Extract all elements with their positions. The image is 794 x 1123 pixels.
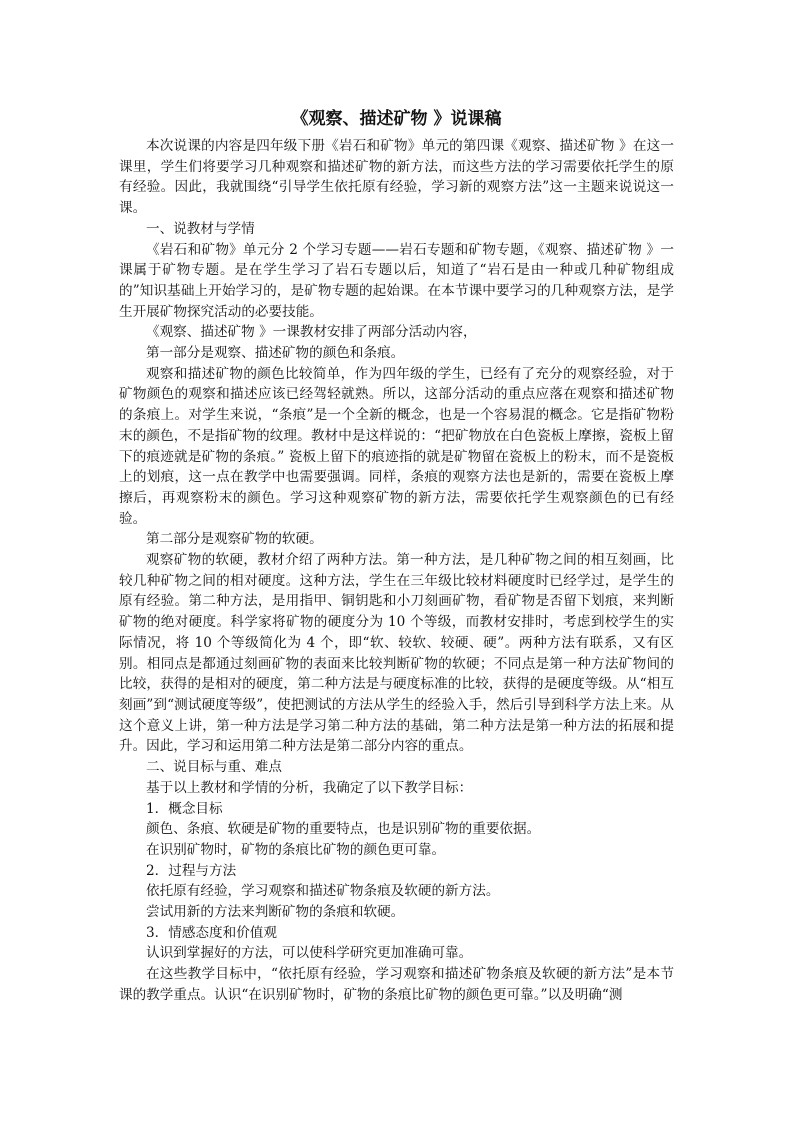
paragraph-part-two: 第二部分是观察矿物的软硬。 [146,531,323,548]
heading-goal-1: 1．概念目标 [146,800,223,817]
paragraph-color-streak: 观察和描述矿物的颜色比较简单，作为四年级的学生，已经有了充分的观察经验，对于矿物颜色的观察和描述应该已经驾轻就熟。所以，这部分活动的重点应落在观察和描述矿物的条痕上。对学生来说，“条痕”是一个全新的概念，也是一个容易混的概念。它是指矿物粉末的颜色，不是指矿物的纹理。教材中是这样说的：“把矿物放在白色瓷板上摩擦，瓷板上留下的痕迹就是矿物的条痕。” 瓷板上留下的痕迹指的就是矿物留在瓷板上的粉末，而不是瓷板上的划痕，这一点在教学中也需要强调。同样，条痕的观察方法也是新的，需要在瓷板上摩擦后，再观察粉末的颜色。学习这种观察矿物的新方法，需要依托学生观察颜色的已有经验。 [119,365,674,527]
heading-goal-2: 2．过程与方法 [146,862,237,879]
paragraph-goal-1b: 在识别矿物时，矿物的条痕比矿物的颜色更可靠。 [146,841,446,858]
paragraph-goal-2b: 尝试用新的方法来判断矿物的条痕和软硬。 [146,904,405,921]
heading-goal-3: 3．情感态度和价值观 [146,924,277,941]
document-page [119,108,674,1006]
paragraph-key-points: 在这些教学目标中，“依托原有经验，学习观察和描述矿物条痕及软硬的新方法”是本节课的教学重点。认识“在识别矿物时，矿物的条痕比矿物的颜色更可靠。”以及明确“测 [119,966,674,1003]
document-title: 《观察、描述矿物 》说课稿 [291,109,502,129]
paragraph-lesson-parts: 《观察、描述矿物 》一课教材安排了两部分活动内容， [146,324,477,341]
paragraph-hardness: 观察矿物的软硬，教材介绍了两种方法。第一种方法，是几种矿物之间的相互刻画，比较几种矿物之间的相对硬度。这种方法，学生在三年级比较材料硬度时已经学过，是学生的原有经验。第二种方法，是用指甲、铜钥匙和小刀刻画矿物，看矿物是否留下划痕，来判断矿物的绝对硬度。科学家将矿物的硬度分为 10 个等级，而教材安排时，考虑到校学生的实际情况，将 10 个等级简化为 4 个，即“软、较软、较硬、硬”。两种方法有联系，又有区别。相同点是都通过刻画矿物的表面来比较判断矿物的软硬；不同点是第一种方法矿物间的比较，获得的是相对的硬度，第二种方法是与硬度标准的比较，获得的是硬度等级。从“相互刻画”到“测试硬度等级”，使把测试的方法从学生的经验入手，然后引导到科学方法上来。从这个意义上讲，第一种方法是学习第二种方法的基础，第二种方法是第一种方法的拓展和提升。因此，学习和运用第二种方法是第二部分内容的重点。 [119,552,674,755]
paragraph-part-one: 第一部分是观察、描述矿物的颜色和条痕。 [146,345,405,362]
heading-section-1: 一、说教材与学情 [146,220,255,237]
heading-section-2: 二、说目标与重、难点 [146,759,282,776]
paragraph-unit-overview: 《岩石和矿物》单元分 2 个学习专题——岩石专题和矿物专题，《观察、描述矿物 》一课属于矿物专题。是在学生学习了岩石专题以后，知道了“岩石是由一种或几种矿物组成的”知识基础上开始学习的，是矿物专题的起始课。在本节课中要学习的几种观察方法，是学生开展矿物探究活动的必要技能。 [119,241,674,320]
paragraph-goal-3a: 认识到掌握好的方法，可以使科学研究更加准确可靠。 [146,945,473,962]
paragraph-goal-2a: 依托原有经验，学习观察和描述矿物条痕及软硬的新方法。 [146,883,500,900]
document-body [119,136,674,1006]
paragraph-intro: 本次说课的内容是四年级下册《岩石和矿物》单元的第四课《观察、描述矿物 》在这一课里，学生们将要学习几种观察和描述矿物的新方法，而这些方法的学习需要依托学生的原有经验。因此，我就围绕“引导学生依托原有经验，学习新的观察方法”这一主题来说说这一课。 [119,138,674,217]
paragraph-goals-intro: 基于以上教材和学情的分析，我确定了以下教学目标： [146,779,473,796]
paragraph-goal-1a: 颜色、条痕、软硬是矿物的重要特点，也是识别矿物的重要依据。 [146,821,541,838]
